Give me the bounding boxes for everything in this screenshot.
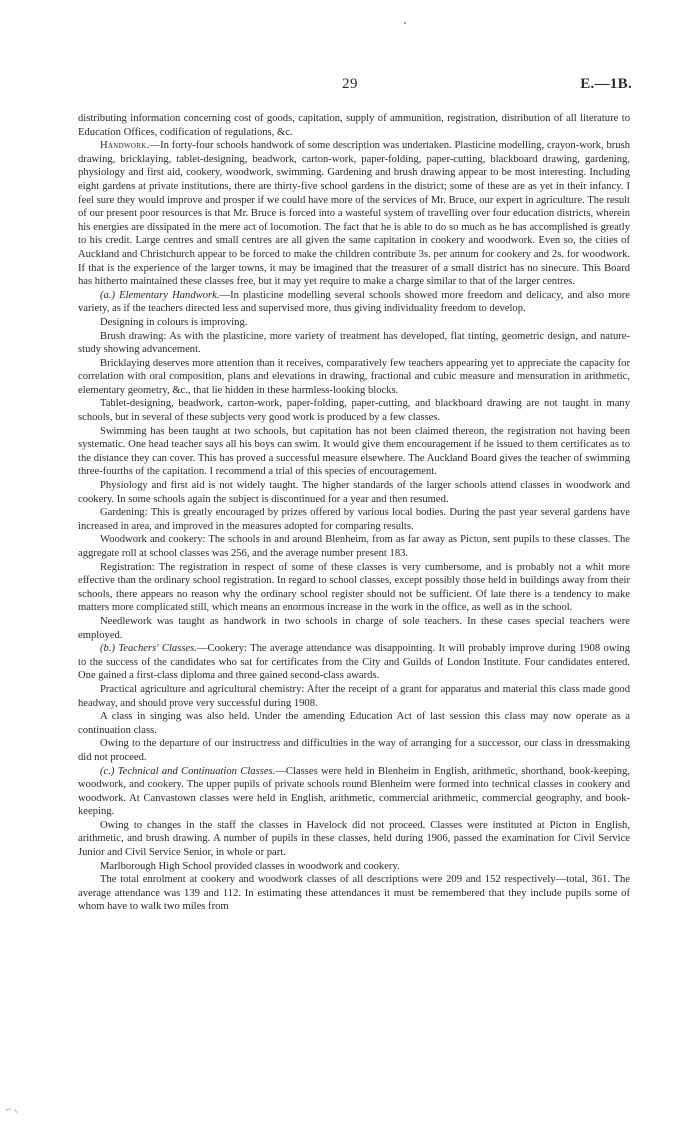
paragraph: A class in singing was also held. Under the amending Education Act of last session this class may now operate as a continuation class. [78, 711, 630, 736]
paragraph: Owing to changes in the staff the classes in Havelock did not proceed. Classes were instituted at Picton in English, arithmetic, and brush drawing. A number of pupils in these classes, held during 1906, passed the examination for Civil Service Junior and Civil Service Senior, in whole or part. [78, 819, 630, 859]
paragraph: The total enrolment at cookery and woodwork classes of all descriptions were 209 and 152 respectively—total, 361. The average attendance was 139 and 112. In estimating these attendances it must be remembered that they include pupils some of whom have to walk two miles from [78, 874, 630, 913]
paragraph: Owing to the departure of our instructress and difficulties in the way of arranging for a successor, our class in dressmaking did not proceed. [78, 738, 630, 763]
paragraph-handwork: Handwork.—In forty-four schools handwork of some description was undertaken. Plasticine modelling, crayon-work, brush drawing, bricklaying, tablet-designing, beadwork, carton-work, paper-folding, paper-cutting, blackboard drawing, gardening, physiology and first aid, cookery, woodwork, swimming. Gardening and brush drawing appear to be most interesting. Including eight gardens at private institutions, there are thirty-five school gardens in the district; some of these are as yet in their infancy. I feel sure they would improve and prosper if we could have more of the services of Mr. Bruce, our expert in agriculture. The result of our present poor resources is that Mr. Bruce is forced into a wasteful system of travelling over four education districts, wherein his energies are dissipated in the mere act of locomotion. The fact that he is able to do so much as he has accomplished is greatly to his credit. Large centres and small centres are all given the same capitation in cookery and woodwork. Even so, the cities of Auckland and Christchurch appear to be forced to make the children contribute 3s. per annum for cookery and 2s. for woodwork. If that is the experience of the larger towns, it may be imagined that the treasurer of a small district has no sinecure. This Board has hitherto maintained these classes free, but it may yet require to make a charge similar to that of the larger centres. [78, 140, 630, 288]
paragraph: Gardening: This is greatly encouraged by prizes offered by various local bodies. During the past year several gardens have increased in area, and improved in the measures adopted for comparing results. [78, 507, 630, 532]
scan-mark: ⌐ ⸜ [6, 1104, 18, 1114]
section-lead: (c.) Technical and Continuation Classes. [100, 765, 276, 777]
paragraph: Practical agriculture and agricultural chemistry: After the receipt of a grant for apparatus and material this class made good headway, and should prove very successful during 1908. [78, 683, 630, 709]
section-lead: (b.) Teachers' Classes. [100, 643, 197, 655]
paragraph: Bricklaying deserves more attention than it receives, comparatively few teachers appearing yet to appreciate the capacity for correlation with oral composition, plans and elevations in drawing, fractional and cubic measure and mensuration in arithmetic, elementary geometry, &c., that lie hidden in these harmless-looking blocks. [78, 357, 630, 396]
paragraph: Designing in colours is improving. [100, 316, 248, 328]
paragraph: Swimming has been taught at two schools, but capitation has not been claimed thereon, the registration not having been systematic. One head teacher says all his boys can swim. It would give them encouragement if he issued to them certificates as to the distance they can cover. This has proved a successful measure elsewhere. The Auckland Board gives the teacher of swimming three-fourths of the capitation. I recommend a trial of this species of encouragement. [78, 425, 630, 478]
paragraph-elementary-handwork: (a.) Elementary Handwork.—In plasticine modelling several schools showed more freedom and delicacy, and also more variety, as if the teachers directed less and supervised more, thus giving individuality freedom to develop. [78, 289, 630, 315]
section-lead: Handwork. [100, 140, 150, 152]
section-lead: (a.) Elementary Handwork. [100, 289, 220, 301]
scan-speck [404, 22, 406, 24]
paragraph: Registration: The registration in respect of some of these classes is very cumbersome, and is probably not a whit more effective than the ordinary school registration. In regard to school classes, except possibly those held in buildings away from their schools, there appears no reason why the ordinary school register should not be sufficient. Of late there is a tendency to make matters more complicated still, which means an enormous increase in the work in the office, as well as in the school. [78, 561, 630, 614]
paragraph: Tablet-designing, beadwork, carton-work, paper-folding, paper-cutting, and blackboard drawing are not taught in many schools, but in several of these subjects very good work is produced by a few classes. [78, 398, 630, 424]
paragraph: Needlework was taught as handwork in two schools in charge of sole teachers. In these cases special teachers were employed. [78, 615, 630, 641]
paragraph: Marlborough High School provided classes in woodwork and cookery. [100, 860, 400, 872]
document-reference: E.—1B. [580, 76, 632, 92]
paragraph: Brush drawing: As with the plasticine, more variety of treatment has developed, flat tinting, geometric design, and nature-study showing advancement. [78, 330, 630, 356]
paragraph: Physiology and first aid is not widely taught. The higher standards of the larger schools attend classes in woodwork and cookery. In some schools again the subject is discontinued for a year and then resumed. [78, 480, 630, 505]
paragraph: Woodwork and cookery: The schools in and around Blenheim, from as far away as Picton, sent pupils to these classes. The aggregate roll at school classes was 256, and the average number present 183. [78, 534, 630, 559]
paragraph-technical-classes: (c.) Technical and Continuation Classes.—Classes were held in Blenheim in English, arithmetic, shorthand, book-keeping, woodwork, and cookery. The upper pupils of private schools round Blenheim were formed into technical classes in cookery and woodwork. At Canvastown classes were held in English, arithmetic, commercial arithmetic, commercial geography, and book-keeping. [78, 765, 630, 818]
paragraph: distributing information concerning cost of goods, capitation, supply of ammunition, registration, distribution of all literature to Education Offices, codification of regulations, &c. [78, 113, 630, 138]
page-header [0, 76, 700, 96]
page-number: 29 [342, 76, 358, 92]
paragraph-teachers-classes: (b.) Teachers' Classes.—Cookery: The average attendance was disappointing. It will probably improve during 1908 owing to the success of the candidates who sat for certificates from the City and Guilds of London Institute. Four candidates entered. One gained a first-class diploma and three gained second-class awards. [78, 643, 631, 682]
body-text [78, 112, 630, 914]
